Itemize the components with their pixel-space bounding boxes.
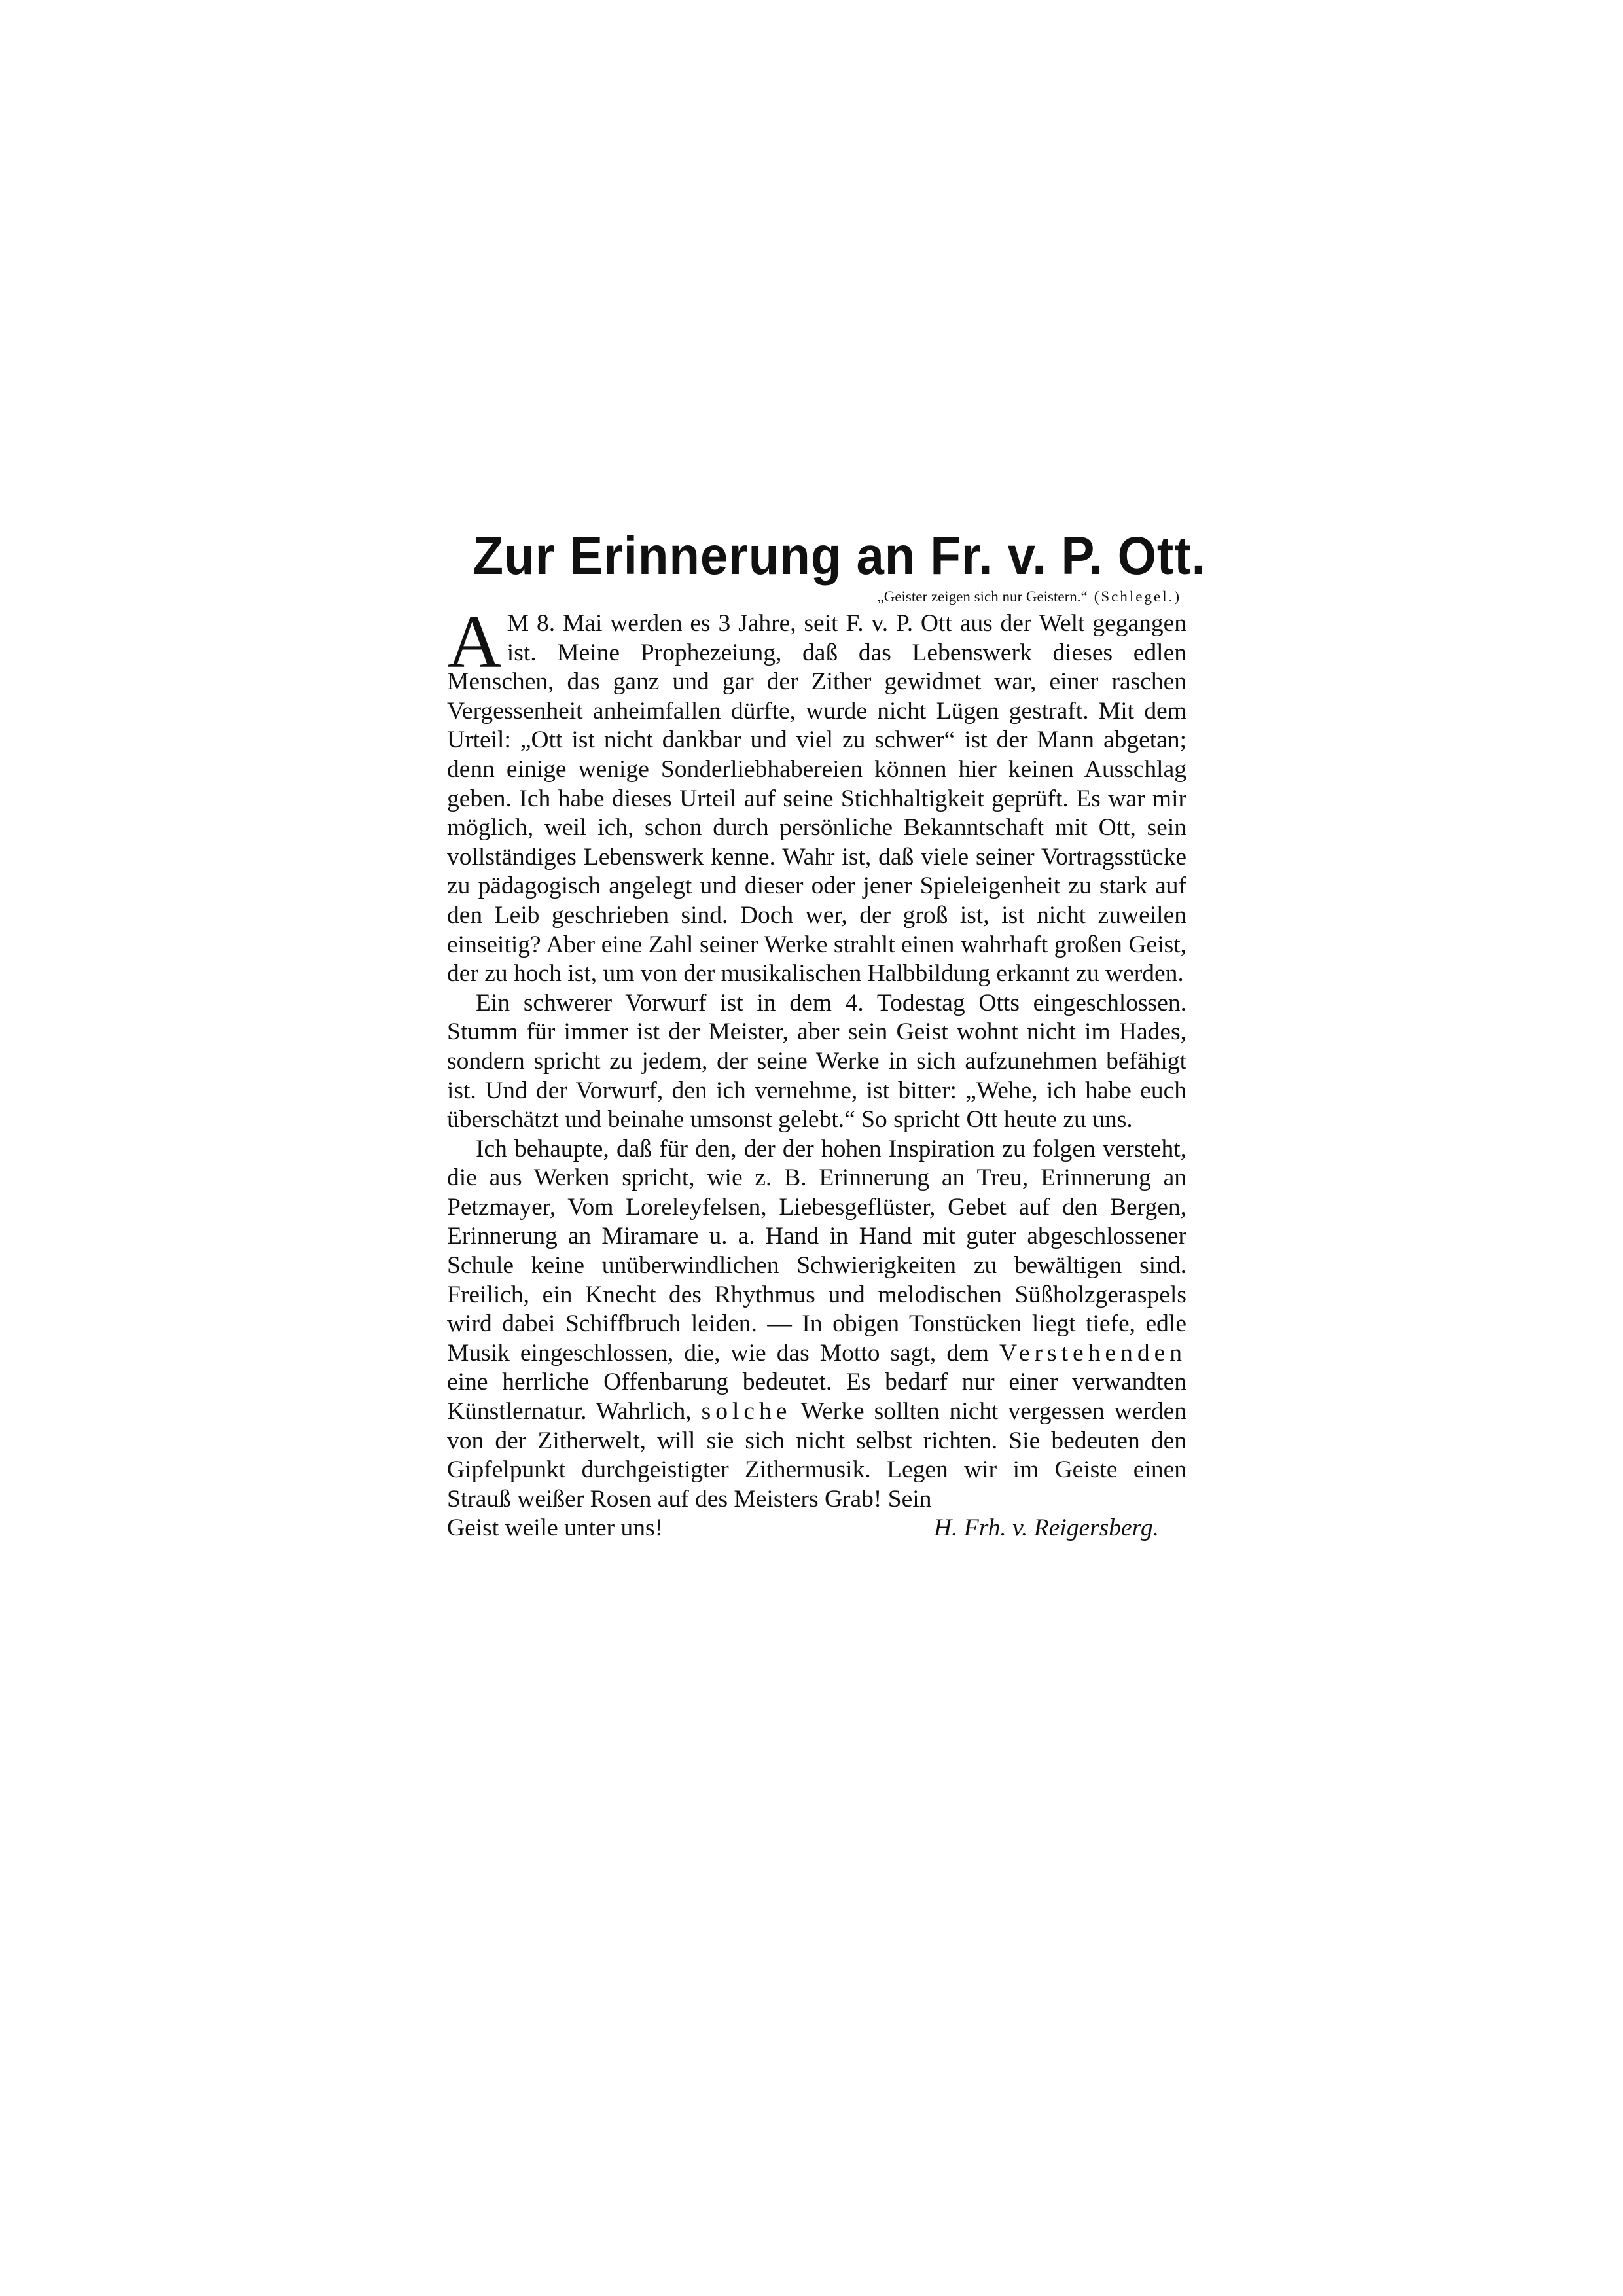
paragraph-3-text-c: Werke sollten nicht vergessen werden von der Zitherwelt, will sie sich nicht selbst richten. Sie bedeuten den Gipfelpunkt durchgeistigter Zithermusik. Legen wir im Geiste einen Strauß weißer Rosen auf des Meisters Grab! Sein [447,1398,1186,1513]
motto-source: (Schlegel.) [1094,588,1181,605]
closing-line [447,1514,1186,1543]
author-signature: H. Frh. v. Reigersberg. [933,1515,1159,1542]
paragraph-2: Ein schwerer Vorwurf ist in dem 4. Todestag Otts eingeschlossen. Stumm für immer ist der Meister, aber sein Geist wohnt nicht im Hades, sondern spricht zu jedem, der seine Werke in sich aufzunehmen befähigt ist. Und der Vorwurf, den ich vernehme, ist bitter: „Wehe, ich habe euch überschätzt und beinahe umsonst gelebt.“ So spricht Ott heute zu uns. [447,989,1186,1134]
paragraph-3-text-b: eine herrliche Offenbarung bedeutet. Es bedarf nur einer verwandten Künstlernatur. Wahrlich, [447,1369,1186,1426]
closing-text: Geist weile unter uns! [447,1515,664,1542]
article [447,526,1206,1543]
spaced-word-verstehenden: Verstehenden [999,1339,1186,1367]
paragraph-1 [447,600,1186,989]
motto-quote: „Geister zeigen sich nur Geistern.“ [877,588,1088,605]
motto [447,587,1186,607]
paragraph-1-text: M 8. Mai werden es 3 Jahre, seit F. v. P. Ott aus der Welt gegangen ist. Meine Prophezeiung, daß das Lebenswerk dieses edlen Menschen, das ganz und gar der Zither gewidmet war, einer raschen Vergessenheit anheimfallen dürfte, wurde nicht Lügen gestraft. Mit dem Urteil: „Ott ist nicht dankbar und viel zu schwer“ ist der Mann abgetan; denn einige wenige Sonderliebhabereien können hier keinen Ausschlag geben. Ich habe dieses Urteil auf seine Stichhaltigkeit geprüft. Es war mir möglich, weil ich, schon durch persönliche Bekanntschaft mit Ott, sein vollständiges Lebenswerk kenne. Wahr ist, daß viele seiner Vortragsstücke zu pädagogisch angelegt und dieser oder jener Spieleigenheit zu stark auf den Leib geschrieben sind. Doch wer, der groß ist, ist nicht zuweilen einseitig? Aber eine Zahl seiner Werke strahlt einen wahrhaft großen Geist, der zu hoch ist, um von der musikalischen Halbbildung erkannt zu werden. [447,610,1186,988]
spaced-word-solche: solche [701,1398,792,1426]
article-title: Zur Erinnerung an Fr. v. P. Ott. [473,526,1206,586]
paragraph-3-text-a: Ich behaupte, daß für den, der der hohen Inspiration zu folgen versteht, die aus Werken spricht, wie z. B. Erinnerung an Treu, Erinnerung an Petzmayer, Vom Loreleyfelsen, Liebesgeflüster, Gebet auf den Bergen, Erinnerung an Miramare u. a. Hand in Hand mit guter abgeschlossener Schule keine unüberwindlichen Schwierigkeiten zu bewältigen sind. Freilich, ein Knecht des Rhythmus und melodischen Süßholzgeraspels wird dabei Schiffbruch leiden. — In obigen Tonstücken liegt tiefe, edle Musik eingeschlossen, die, wie das Motto sagt, dem [447,1135,1186,1367]
drop-cap-initial: A [447,600,502,684]
paragraph-3 [447,1135,1186,1515]
